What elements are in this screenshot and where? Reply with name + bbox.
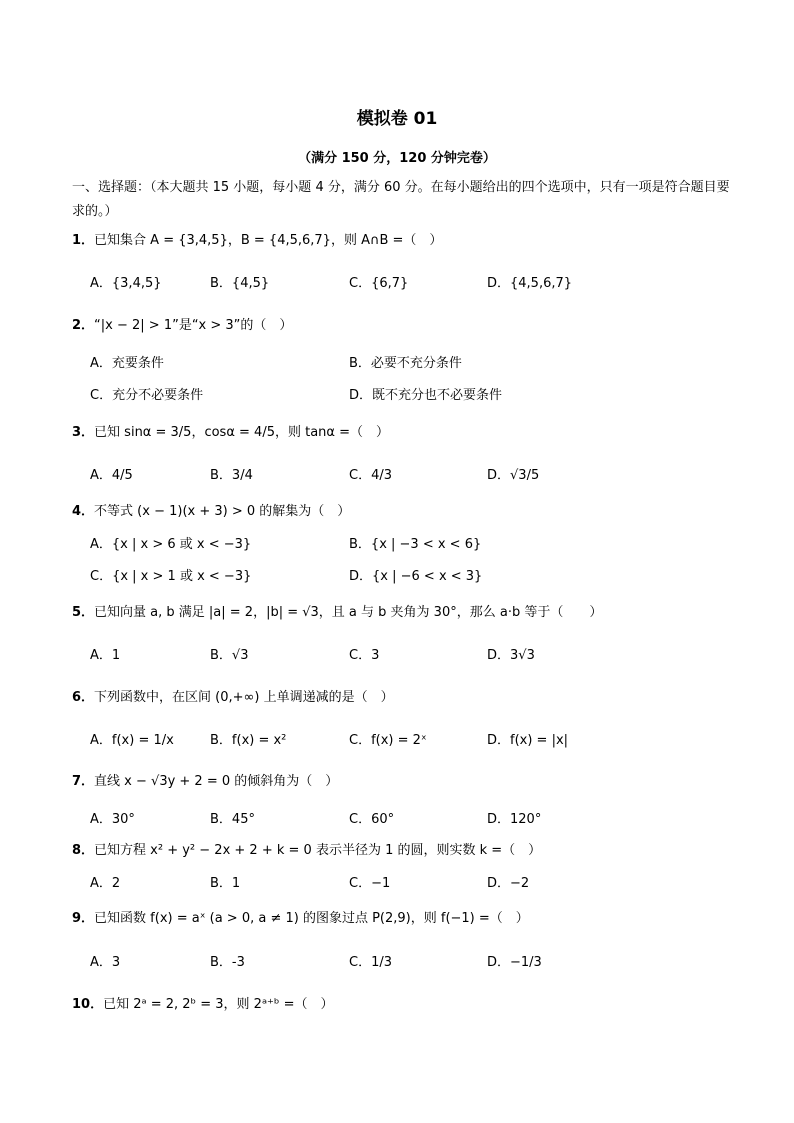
question-5	[72, 601, 602, 620]
option-c: C．充分不必要条件	[90, 388, 204, 403]
question-9	[72, 907, 529, 926]
question-stem: 已知函数 f(x) = aˣ (a > 0, a ≠ 1) 的图象过点 P(2,9)，则 f(−1) =（ ）	[94, 911, 529, 926]
option-b: B．1	[210, 876, 241, 891]
question-4	[72, 500, 350, 519]
option-c: C．{x | x > 1 或 x < −3}	[90, 569, 252, 584]
question-stem: 已知方程 x² + y² − 2x + 2 + k = 0 表示半径为 1 的圆，则实数 k =（ ）	[94, 843, 542, 858]
option-b: B．{x | −3 < x < 6}	[349, 537, 482, 552]
question-stem: 已知 2ᵃ = 2, 2ᵇ = 3，则 2ᵃ⁺ᵇ =（ ）	[103, 997, 334, 1012]
option-d: D．{x | −6 < x < 3}	[349, 569, 483, 584]
option-a: A．3	[90, 955, 121, 970]
question-stem: 不等式 (x − 1)(x + 3) > 0 的解集为（ ）	[94, 504, 351, 519]
option-b: B．45°	[210, 812, 255, 827]
option-c: C．4/3	[349, 468, 392, 483]
question-number: 1．	[72, 233, 95, 248]
question-2	[72, 314, 292, 333]
question-number: 5．	[72, 605, 95, 620]
page-subtitle: （满分 150 分，120 分钟完卷）	[298, 151, 496, 166]
question-number: 2．	[72, 318, 95, 333]
question-number: 7．	[72, 774, 95, 789]
option-a: A．30°	[90, 812, 135, 827]
question-3	[72, 421, 389, 440]
option-b: B．{4,5}	[210, 276, 270, 291]
option-c: C．60°	[349, 812, 395, 827]
option-c: C．f(x) = 2ˣ	[349, 733, 427, 748]
option-d: D．3√3	[487, 648, 535, 663]
option-c: C．3	[349, 648, 380, 663]
option-b: B．√3	[210, 648, 249, 663]
option-d: D．f(x) = |x|	[487, 733, 569, 748]
question-number: 4．	[72, 504, 95, 519]
option-a: A．2	[90, 876, 121, 891]
question-7	[72, 770, 338, 789]
question-6	[72, 686, 394, 705]
question-stem: 已知集合 A = {3,4,5}，B = {4,5,6,7}，则 A∩B =（ ）	[94, 233, 443, 248]
option-d: D．√3/5	[487, 468, 540, 483]
option-c: C．{6,7}	[349, 276, 409, 291]
question-stem: “|x − 2| > 1”是“x > 3”的（ ）	[94, 318, 293, 333]
question-number: 6．	[72, 690, 95, 705]
page-title: 模拟卷 01	[356, 109, 438, 129]
option-d: D．{4,5,6,7}	[487, 276, 573, 291]
option-a: A．{x | x > 6 或 x < −3}	[90, 537, 252, 552]
option-b: B．f(x) = x²	[210, 733, 287, 748]
option-b: B．-3	[210, 955, 245, 970]
option-b: B．必要不充分条件	[349, 356, 462, 371]
option-a: A．4/5	[90, 468, 133, 483]
option-a: A．f(x) = 1/x	[90, 733, 174, 748]
section-heading: 一、选择题：（本大题共 15 小题，每小题 4 分，满分 60 分。在每小题给出的四个选项中，只有一项是符合题目要求的。）	[72, 180, 730, 219]
question-10	[72, 993, 334, 1012]
question-stem: 直线 x − √3y + 2 = 0 的倾斜角为（ ）	[94, 774, 339, 789]
option-a: A．{3,4,5}	[90, 276, 162, 291]
question-stem: 已知向量 a, b 满足 |a| = 2，|b| = √3，且 a 与 b 夹角为 30°，那么 a·b 等于（ ）	[94, 605, 603, 620]
question-number: 9．	[72, 911, 95, 926]
question-stem: 下列函数中，在区间 (0,+∞) 上单调递减的是（ ）	[94, 690, 394, 705]
question-stem: 已知 sinα = 3/5，cosα = 4/5，则 tanα =（ ）	[94, 425, 390, 440]
question-1	[72, 229, 442, 248]
question-number: 8．	[72, 843, 95, 858]
option-d: D．−2	[487, 876, 530, 891]
option-d: D．−1/3	[487, 955, 542, 970]
question-8	[72, 839, 541, 858]
option-d: D．既不充分也不必要条件	[349, 388, 503, 403]
option-b: B．3/4	[210, 468, 253, 483]
question-number: 10．	[72, 997, 104, 1012]
option-a: A．充要条件	[90, 356, 164, 371]
option-c: C．−1	[349, 876, 391, 891]
option-d: D．120°	[487, 812, 542, 827]
question-number: 3．	[72, 425, 95, 440]
option-a: A．1	[90, 648, 121, 663]
option-c: C．1/3	[349, 955, 392, 970]
